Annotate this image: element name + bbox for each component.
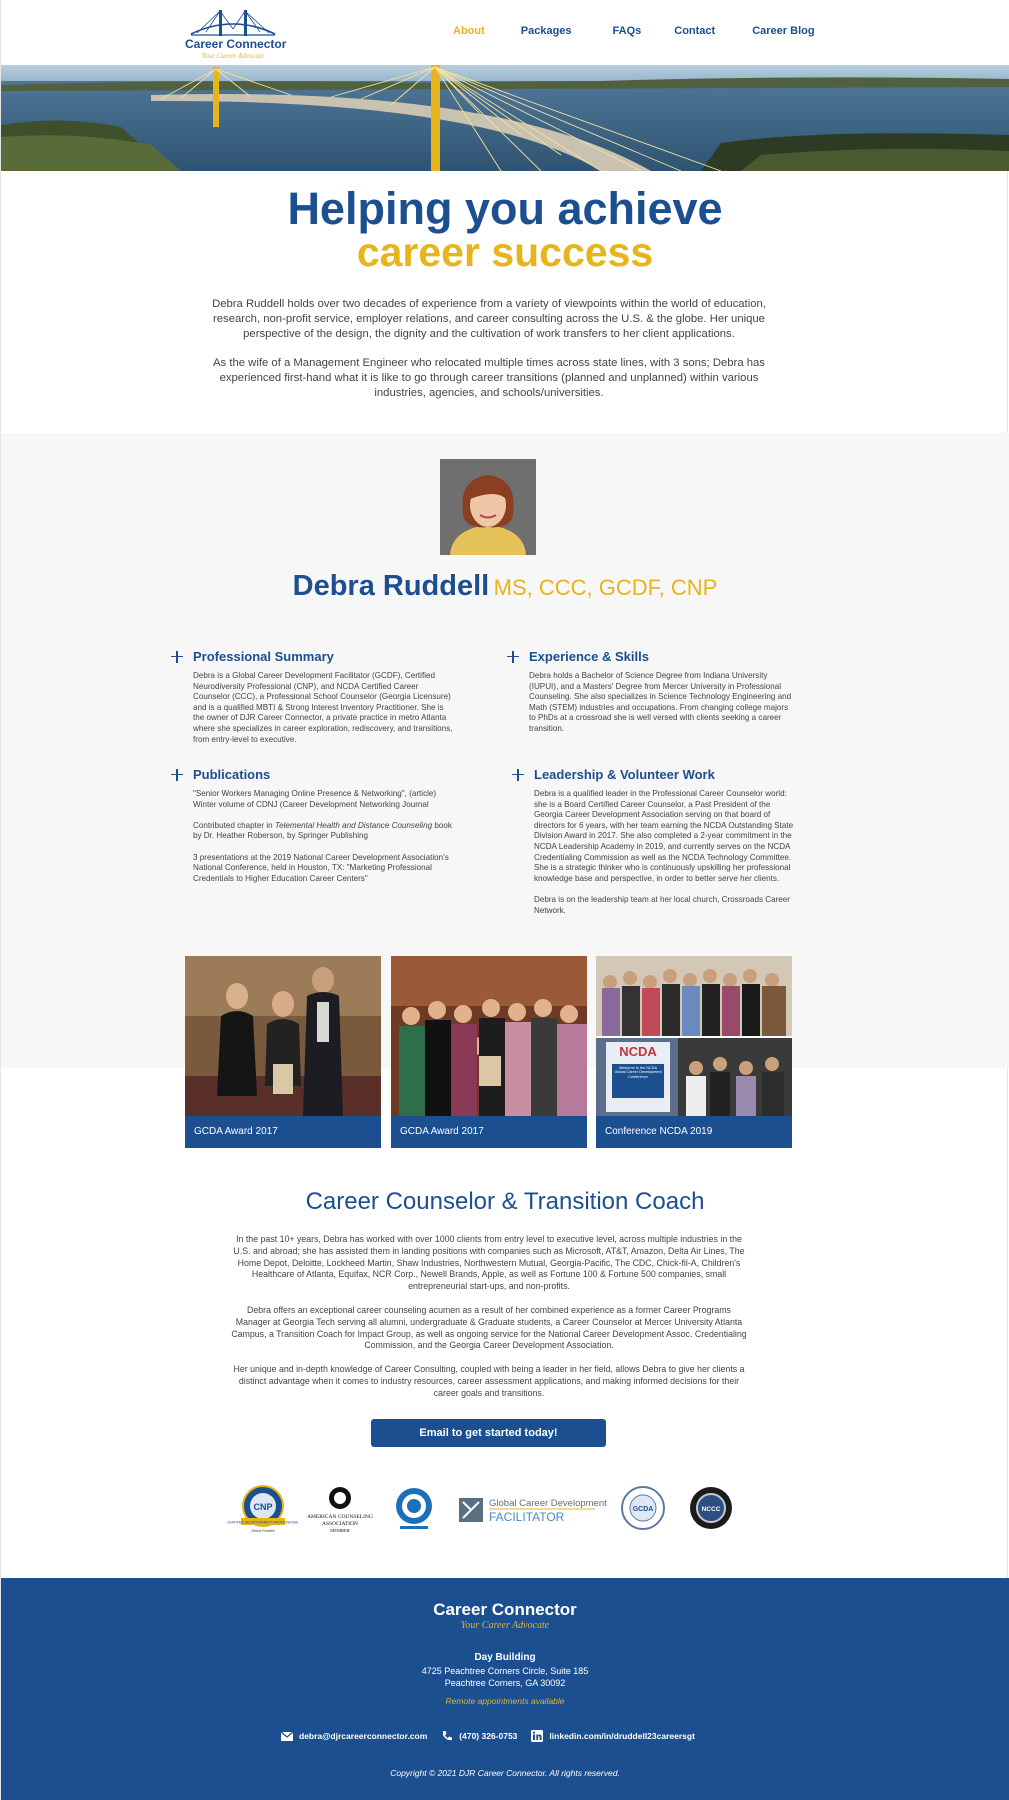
footer-address-line: 4725 Peachtree Corners Circle, Suite 185 bbox=[421, 1666, 589, 1676]
accordion-body bbox=[193, 789, 456, 884]
aca-line: AMERICAN COUNSELING bbox=[307, 1514, 373, 1520]
profile-name: Debra Ruddell bbox=[292, 570, 490, 602]
accordion-professional-summary bbox=[171, 649, 456, 756]
hero-subtitle: career success bbox=[356, 229, 654, 275]
profile-name-line bbox=[1, 570, 1009, 603]
leadership-text: Debra is on the leadership team at her local church, Crossroads Career Network. bbox=[534, 894, 790, 915]
accordion-leadership-volunteer bbox=[512, 767, 797, 927]
accordion-header[interactable] bbox=[512, 767, 797, 782]
phone-icon bbox=[441, 1730, 453, 1742]
accordion-header[interactable] bbox=[507, 649, 792, 664]
credential-badges bbox=[1, 1484, 1009, 1534]
publication-item: 3 presentations at the 2019 National Career Development Association's National Conference, held in Houston, TX: "Marketing Professional Credentials to Higher Education Career Centers" bbox=[193, 852, 449, 883]
accordion-title: Professional Summary bbox=[193, 649, 334, 664]
gcda-seal-text: GCDA bbox=[632, 1506, 654, 1513]
main-nav bbox=[453, 25, 851, 37]
gcdf-facilitator-badge bbox=[457, 1484, 607, 1534]
cnp-ribbon-text: CERTIFIED NEURODIVERSITY PROFESSIONAL bbox=[227, 1520, 299, 1525]
accordion-title: Publications bbox=[193, 767, 271, 782]
hero-banner-image bbox=[1, 65, 1009, 171]
gcdf-line: FACILITATOR bbox=[489, 1510, 565, 1524]
envelope-icon bbox=[281, 1732, 293, 1741]
linkedin-icon bbox=[531, 1730, 543, 1742]
footer-email: debra@djrcareerconnector.com bbox=[299, 1731, 428, 1741]
summary-text: Debra is a Global Career Development Facilitator (GCDF), Certified Neurodiversity Professional (CNP), and NCDA Certified Career Counselor (CCC), a Professional School Counselor (Georgia Licensure) and is a qualified MBTI & Strong Interest Inventory Practitioner. She is the owner of DJR Career Connector, a private practice in metro Atlanta where she specializes in career exploration, rediscovery, and transitions, from entry-level to executive. bbox=[193, 671, 453, 744]
plus-icon[interactable] bbox=[507, 651, 519, 663]
nav-item-packages[interactable]: Packages bbox=[520, 25, 572, 37]
photo-card[interactable] bbox=[596, 956, 792, 1148]
nav-item-contact[interactable]: Contact bbox=[674, 25, 716, 37]
cnp-badge-text: CNP bbox=[253, 1502, 273, 1512]
gcda-seal-icon bbox=[620, 1484, 666, 1534]
cnp-badge-icon bbox=[227, 1484, 299, 1534]
footer-copyright: Copyright © 2021 DJR Career Connector. All rights reserved. bbox=[390, 1768, 620, 1778]
site-footer bbox=[1, 1578, 1009, 1800]
group-photo bbox=[391, 956, 587, 1116]
photo-card[interactable] bbox=[391, 956, 587, 1148]
logo-tagline: Your Career Advocate bbox=[202, 52, 264, 60]
aca-line: MEMBER bbox=[330, 1528, 350, 1533]
footer-tagline: Your Career Advocate bbox=[460, 1620, 550, 1631]
conference-collage-photo bbox=[596, 956, 792, 1116]
aca-line: ASSOCIATION bbox=[321, 1521, 359, 1527]
footer-linkedin: linkedin.com/in/druddell23careersgt bbox=[549, 1731, 695, 1741]
email-cta-button[interactable]: Email to get started today! bbox=[371, 1419, 606, 1447]
coach-paragraph: Debra offers an exceptional career counseling acumen as a result of her combined experience as a former Career Programs Manager at Georgia Tech serving all alumni, undergraduate & Graduate students, a Career Counselor at Mercer University Atlanta Campus, a Transition Coach for Impact Group, as well as ongoing service for the National Career Development Assoc. Credentialing Commission, and the Georgia Career Development Association. bbox=[231, 1305, 747, 1351]
accordion-body bbox=[534, 789, 797, 916]
footer-phone: (470) 326-0753 bbox=[459, 1731, 518, 1741]
accordion-body bbox=[529, 671, 792, 735]
plus-icon[interactable] bbox=[171, 769, 183, 781]
nav-item-faqs[interactable]: FAQs bbox=[612, 25, 642, 37]
plus-icon[interactable] bbox=[171, 651, 183, 663]
photo-caption: Conference NCDA 2019 bbox=[605, 1126, 713, 1137]
photo-card[interactable] bbox=[185, 956, 381, 1148]
logo-name: Career Connector bbox=[185, 37, 287, 51]
accordion-body bbox=[193, 671, 456, 745]
intro-paragraph: Debra Ruddell holds over two decades of experience from a variety of viewpoints within the world of education, research, non-profit service, employer relations, and career consulting across the U.S. & the globe. Her unique perspective of the design, the dignity and the cultivation of work transfers to her client applications. bbox=[212, 298, 766, 340]
publication-text: book by Dr. Heather Roberson, by Springer Publishing bbox=[193, 820, 452, 841]
accordion-header[interactable] bbox=[171, 649, 456, 664]
coach-section-title: Career Counselor & Transition Coach bbox=[305, 1188, 705, 1215]
accordion-header[interactable] bbox=[171, 767, 456, 782]
nccc-seal-text: NCCC bbox=[701, 1506, 721, 1513]
award-photo bbox=[185, 956, 381, 1116]
footer-linkedin-link[interactable] bbox=[531, 1730, 695, 1742]
nav-item-career-blog[interactable]: Career Blog bbox=[752, 25, 815, 37]
site-header bbox=[1, 0, 1009, 65]
footer-remote-note: Remote appointments available bbox=[445, 1696, 565, 1706]
welcome-sign-text: Welcome to the NCDA Global Career Development Conference bbox=[614, 1066, 662, 1079]
publication-item: "Senior Workers Managing Online Presence & Networking", (article) Winter volume of CDNJ (Career Development Networking Journal bbox=[193, 789, 437, 809]
hero-title: Helping you achieve bbox=[287, 183, 723, 234]
publication-book-title: Telemental Health and Distance Counseling bbox=[274, 820, 433, 830]
bridge-logo-icon bbox=[191, 8, 275, 38]
aca-member-badge-icon bbox=[305, 1484, 375, 1534]
coach-paragraph: In the past 10+ years, Debra has worked with over 1000 clients from entry level to executive level, across multiple industries in the U.S. and abroad; she has assisted them in landing positions with companies such as Microsoft, AT&T, Amazon, Delta Air Lines, The Home Depot, Deloitte, Lockheed Martin, Shaw Industries, Northwestern Mutual, Georgia-Pacific, The CDC, Chick-fil-A, Children's Healthcare of Atlanta, Equifax, NCR Corp., Newell Brands, Apple, as well as Fortune 100 & Fortune 500 companies, small entrepreneurial start-ups, and non-profits. bbox=[233, 1234, 745, 1292]
accordion-publications bbox=[171, 767, 456, 895]
site-logo[interactable] bbox=[185, 8, 287, 60]
footer-brand-name: Career Connector bbox=[433, 1600, 577, 1619]
leadership-text: Debra is a qualified leader in the Professional Career Counselor world: she is a Board Certified Career Counselor, a Past President of the Georgia Career Development Association serving on that board of directors for 6 years, with her team earning the NCDA Outstanding State Division Award in 2017. She also completed a 2-year commitment in the NCDA Leadership Academy in 2019, and currently serves on the NCDA Credentialing Commission as well as the NCDA Technology Committee. She is a strategic thinker who is continuously upskilling her professional knowledge base and perspective, in order to better serve her clients. bbox=[534, 789, 794, 883]
photo-caption: GCDA Award 2017 bbox=[194, 1126, 278, 1137]
ncda-sign-text: NCDA bbox=[619, 1044, 657, 1059]
profile-photo bbox=[440, 459, 536, 555]
gcdf-line: Global Career Development bbox=[489, 1498, 607, 1509]
publication-text: Contributed chapter in bbox=[193, 820, 275, 830]
nccc-seal-icon bbox=[689, 1484, 733, 1534]
accordion-title: Experience & Skills bbox=[529, 649, 649, 664]
plus-icon[interactable] bbox=[512, 769, 524, 781]
intro-paragraph: As the wife of a Management Engineer who relocated multiple times across state lines, with 3 sons; Debra has experienced first-hand what it is like to go through career transitions (planned and unplanned) within various industries, agencies, and schools/universities. bbox=[213, 357, 765, 399]
footer-contact-links bbox=[281, 1729, 709, 1743]
cnp-holder-name: Debra Ruddell bbox=[251, 1529, 275, 1533]
footer-email-link[interactable] bbox=[281, 1731, 427, 1741]
assessment-seal-icon bbox=[394, 1484, 434, 1534]
footer-phone-link[interactable] bbox=[441, 1730, 517, 1742]
publication-item bbox=[193, 821, 456, 842]
experience-text: Debra holds a Bachelor of Science Degree from Indiana University (IUPUI), and a Masters' Degree from Mercer University in Professional Counseling. She also specializes in Science Technology Engineering and Math (STEM) industries and occupations. From changing college majors to PhDs at a crossroad she is well versed with clients seeking a career transition. bbox=[529, 671, 792, 733]
footer-building: Day Building bbox=[474, 1652, 536, 1663]
coach-paragraph: Her unique and in-depth knowledge of Career Consulting, coupled with being a leader in her field, allows Debra to give her clients a distinct advantage when it comes to industry resources, career assessment applications, and making informed decisions for their career goals and transitions. bbox=[233, 1364, 745, 1398]
nav-item-about[interactable]: About bbox=[453, 25, 485, 37]
profile-credentials: MS, CCC, GCDF, CNP bbox=[493, 575, 718, 600]
accordion-experience-skills bbox=[507, 649, 792, 745]
footer-address-line: Peachtree Corners, GA 30092 bbox=[444, 1678, 566, 1688]
photo-caption: GCDA Award 2017 bbox=[400, 1126, 484, 1137]
accordion-title: Leadership & Volunteer Work bbox=[534, 767, 715, 782]
